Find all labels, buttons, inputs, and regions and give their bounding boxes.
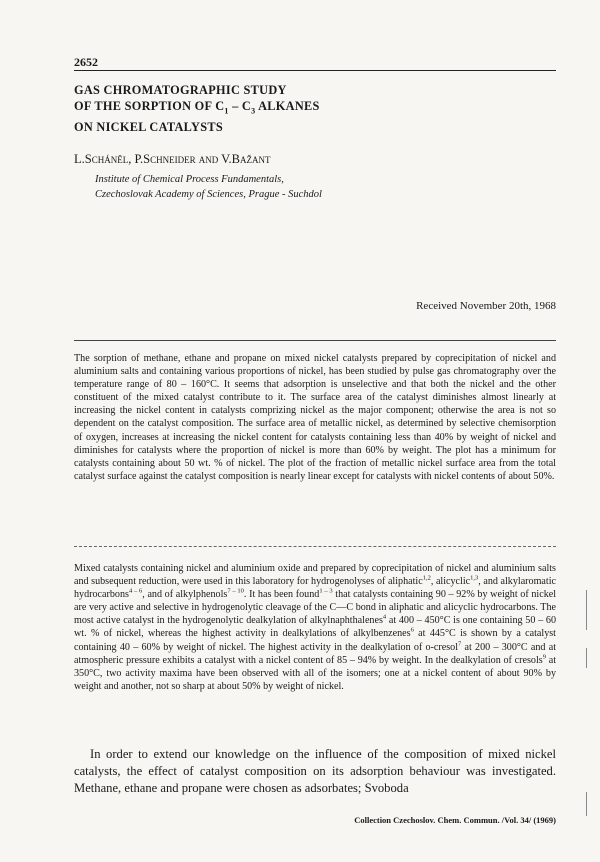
reference-superscript: 7 – 10: [227, 587, 244, 595]
title-line-3: ON NICKEL CATALYSTS: [74, 120, 223, 135]
title-dash: – C: [228, 99, 252, 113]
received-date: Received November 20th, 1968: [416, 300, 556, 312]
authors: L.Schánĕl, P.Schneider and V.Bažant: [74, 152, 271, 166]
text-run: at 445°C is shown by a catalyst containing 40 – 60% by weight of nickel. The highest activity in the dealkylation of o-cresol: [74, 628, 556, 653]
intro-paragraph: [74, 562, 556, 693]
journal-footer: Collection Czechoslov. Chem. Commun. /Vol. 34/ (1969): [354, 815, 556, 825]
title-sub-2: 3: [251, 106, 256, 116]
margin-mark: [586, 590, 587, 630]
text-run: that catalysts containing 90 – 92% by weight of nickel are very active and selective in hydrogenolytic cleavage of the C—C bond in aliphatic and alicyclic hydrocarbons. The most active catalyst in the hydrogenolytic dealkylation of alkylnaphthalenes: [74, 589, 557, 627]
abstract: The sorption of methane, ethane and propane on mixed nickel catalysts prepared by coprecipitation of nickel and aluminium salts and containing various proportions of nickel, has been studied by pulse gas chromatography over the temperature range of 80 – 160°C. It seems that adsorption is unselective and that both the nickel and the other constituent of the mixed catalyst contribute to it. The surface area of the catalyst diminishes almost linearly at increasing the nickel content in catalysts comprizing nickel as the major component; otherwise the area is not so dependent on the catalyst composition. The surface area of metallic nickel, as determined by selective chemisorption of oxygen, increases at increasing the nickel content for catalysts containing less than 40% by weight of nickel and diminishes for catalysts where the proportion of nickel is more than 60% by weight. The plot has a minimum for catalysts containing about 50 wt. % of nickel. The plot of the fraction of metallic nickel surface area from the total catalyst surface against the catalyst composition is nearly linear except for catalysts with nickel contents of about 50%.: [74, 353, 556, 482]
title-line-1: GAS CHROMATOGRAPHIC STUDY: [74, 83, 287, 97]
affiliation-line-1: Institute of Chemical Process Fundamentals,: [95, 174, 284, 185]
reference-superscript: 4: [382, 614, 387, 622]
reference-superscript: 6: [410, 627, 414, 635]
text-run: at 200 – 300°C and at atmospheric pressure exhibits a catalyst with a nickel content of 85 – 94% by weight. In the dealkylation of cresols: [74, 641, 556, 666]
affiliation: [95, 172, 322, 202]
header-rule: [74, 70, 556, 71]
reference-superscript: 7: [458, 640, 462, 648]
reference-superscript: 1,2: [422, 574, 431, 582]
text-run: at 350°C, two activity maxima have been observed with all of the isomers; one at a nickel content of about 90% by weight and another, not so sharp at about 50% by weight of nickel.: [74, 654, 556, 692]
title-line-2: [74, 98, 534, 119]
title-sub-1: 1: [224, 106, 229, 116]
reference-superscript: 9: [542, 653, 546, 661]
margin-mark: [586, 648, 587, 668]
title-line-2-post: ALKANES: [255, 99, 320, 113]
abstract-end-rule: [74, 546, 556, 547]
text-run: Mixed catalysts containing nickel and aluminium oxide and prepared by coprecipitation of nickel and aluminium salts and subsequent reduction, were used in this laboratory for hydrogenolyses of aliphatic: [74, 563, 556, 588]
reference-superscript: 4 – 6: [128, 587, 143, 595]
margin-mark: [586, 792, 587, 816]
abstract-rule: [74, 340, 556, 341]
reference-superscript: 1 – 3: [319, 587, 333, 595]
text-run: . It has been found: [243, 589, 320, 601]
article-title: [74, 82, 534, 135]
main-paragraph: In order to extend our knowledge on the influence of the composition of mixed nickel catalysts, the effect of catalyst composition on its adsorption behaviour was investigated. Methane, ethane and propane were chosen as adsorbates; Svoboda: [74, 747, 556, 795]
affiliation-line-2: Czechoslovak Academy of Sciences, Prague - Suchdol: [95, 189, 322, 200]
text-run: , and alkylaromatic hydrocarbons: [74, 576, 557, 601]
text-run: at 400 – 450°C is one containing 50 – 60 wt. % of nickel, whereas the highest activity in dealkylations of alkylbenzenes: [74, 615, 556, 640]
title-line-2-pre: OF THE SORPTION OF C: [74, 99, 225, 113]
text-run: , and of alkylphenols: [142, 589, 228, 601]
text-run: , alicyclic: [430, 576, 471, 588]
page-number: 2652: [74, 55, 98, 69]
reference-superscript: 1,3: [470, 574, 479, 582]
